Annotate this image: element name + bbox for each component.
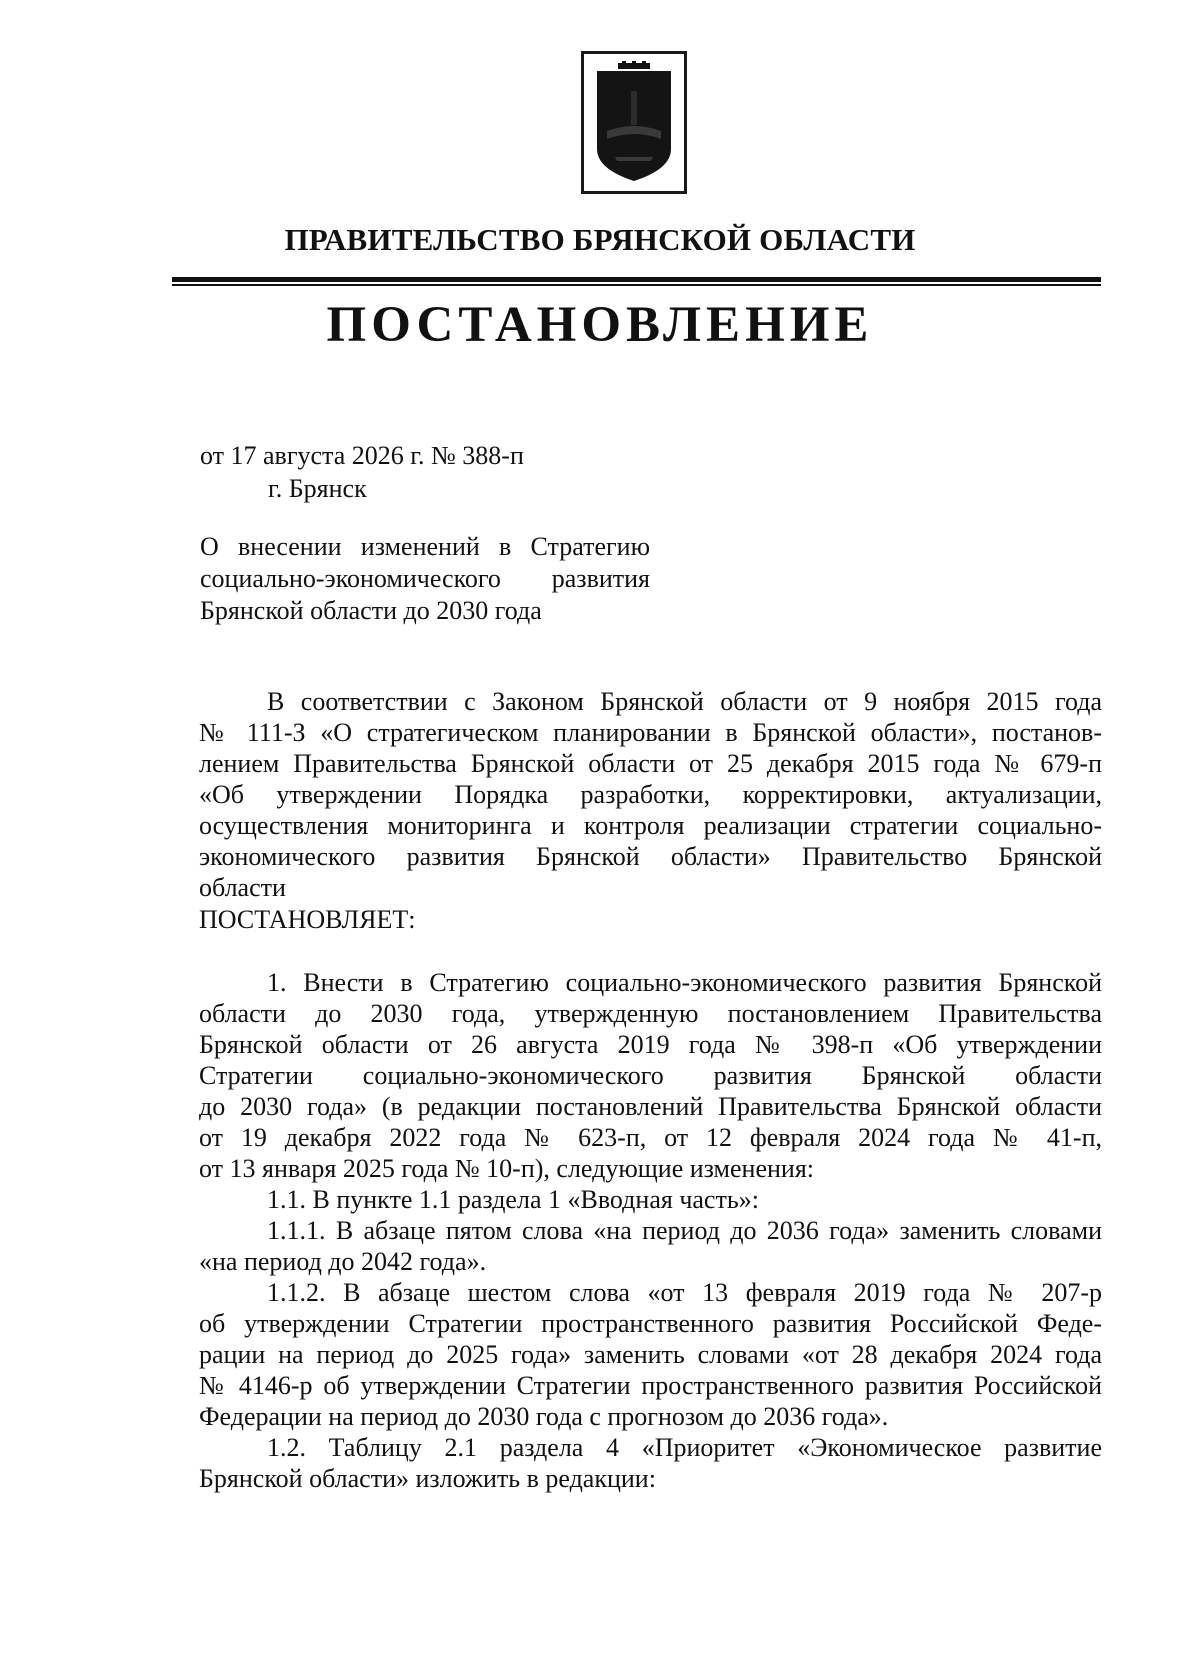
preamble-paragraph bbox=[199, 686, 1102, 903]
text-line: № 111-З «О стратегическом планировании в Брянской области», постанов- bbox=[199, 718, 1102, 747]
text-line: от 13 января 2025 года № 10-п), следующие изменения: bbox=[199, 1154, 815, 1183]
text-line: области до 2030 года, утвержденную постановлением Правительства bbox=[199, 999, 1102, 1028]
text-line: № 4146-р об утверждении Стратегии пространственного развития Российской bbox=[199, 1371, 1102, 1400]
text-line: «Об утверждении Порядка разработки, корректировки, актуализации, bbox=[199, 780, 1102, 809]
text-line: об утверждении Стратегии пространственного развития Российской Феде- bbox=[199, 1309, 1102, 1338]
text-line: 1.1.1. В абзаце пятом слова «на период до 2036 года» заменить словами bbox=[267, 1216, 1102, 1245]
text-line: 1.2. Таблицу 2.1 раздела 4 «Приоритет «Экономическое развитие bbox=[267, 1433, 1102, 1462]
text-line: 1. Внести в Стратегию социально-экономического развития Брянской bbox=[267, 968, 1102, 997]
date-and-number: от 17 августа 2026 г. № 388-п bbox=[200, 441, 524, 470]
subject-line: Брянской области до 2030 года bbox=[200, 596, 542, 625]
text-line: лением Правительства Брянской области от 25 декабря 2015 года № 679-п bbox=[199, 749, 1102, 778]
coat-of-arms-icon bbox=[593, 61, 675, 185]
decree-word: ПОСТАНОВЛЯЕТ: bbox=[199, 905, 416, 934]
clauses-section bbox=[199, 967, 1102, 1494]
text-line: рации на период до 2025 года» заменить словами «от 28 декабря 2024 года bbox=[199, 1340, 1102, 1369]
subject-line: О внесении изменений в Стратегию bbox=[200, 532, 650, 561]
text-line: 1.1.2. В абзаце шестом слова «от 13 февраля 2019 года № 207-р bbox=[267, 1278, 1102, 1307]
text-line: В соответствии с Законом Брянской области от 9 ноября 2015 года bbox=[267, 687, 1102, 716]
text-line: области bbox=[199, 873, 286, 902]
text-line: до 2030 года» (в редакции постановлений Правительства Брянской области bbox=[199, 1092, 1102, 1121]
text-line: Стратегии социально-экономического развития Брянской области bbox=[199, 1061, 1102, 1090]
text-line: Федерации на период до 2030 года с прогнозом до 2036 года». bbox=[199, 1402, 889, 1431]
text-line: Брянской области» изложить в редакции: bbox=[199, 1464, 656, 1493]
text-line: осуществления мониторинга и контроля реализации стратегии социально- bbox=[199, 811, 1102, 840]
header-rule-thick bbox=[172, 277, 1101, 282]
text-line: «на период до 2042 года». bbox=[199, 1247, 487, 1276]
text-line: 1.1. В пункте 1.1 раздела 1 «Вводная часть»: bbox=[267, 1185, 759, 1214]
organization-title: ПРАВИТЕЛЬСТВО БРЯНСКОЙ ОБЛАСТИ bbox=[284, 222, 916, 257]
text-line: от 19 декабря 2022 года № 623-п, от 12 февраля 2024 года № 41-п, bbox=[199, 1123, 1102, 1152]
text-line: Брянской области от 26 августа 2019 года № 398-п «Об утверждении bbox=[199, 1030, 1102, 1059]
text-line: экономического развития Брянской области» Правительство Брянской bbox=[199, 842, 1102, 871]
subject-line: социально-экономического развития bbox=[200, 564, 650, 593]
document-type-title: ПОСТАНОВЛЕНИЕ bbox=[326, 297, 874, 353]
document-subject bbox=[200, 531, 650, 627]
coat-of-arms-frame bbox=[581, 51, 687, 194]
city: г. Брянск bbox=[268, 474, 367, 503]
header-rule-thin bbox=[172, 284, 1101, 286]
